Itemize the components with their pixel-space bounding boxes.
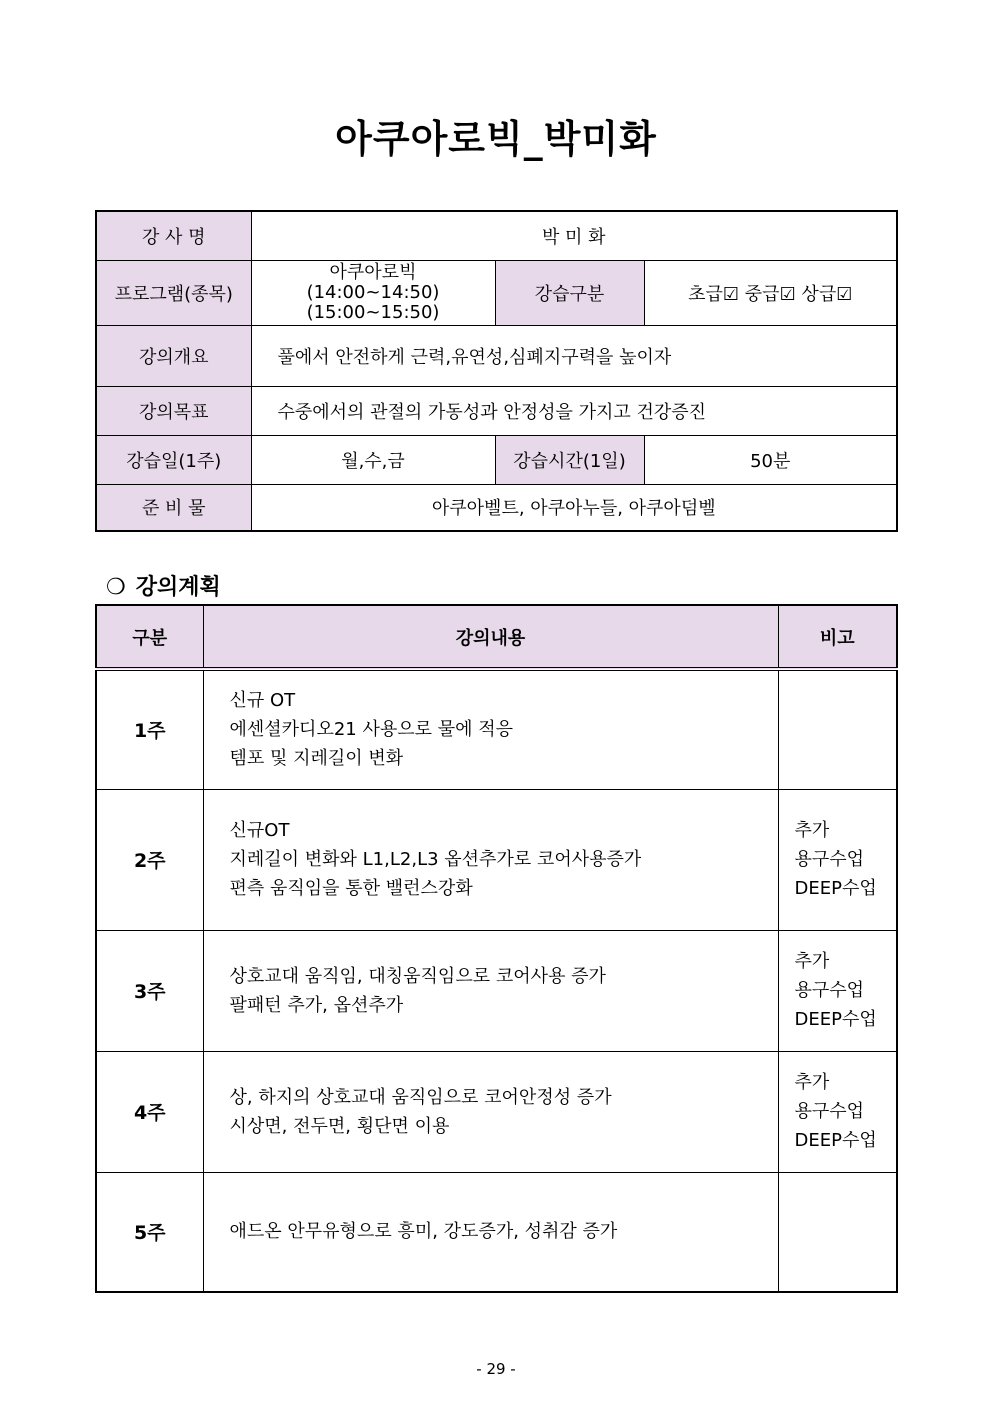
header-week: 구분: [96, 605, 203, 669]
week-note: [778, 930, 897, 1051]
header-content: 강의내용: [203, 605, 778, 669]
week-content: [203, 1051, 778, 1172]
week-content: [203, 669, 778, 789]
note-line: 용구수업: [794, 980, 865, 1001]
note-line: 추가: [794, 1072, 830, 1093]
content-line: 상, 하지의 상호교대 움직임으로 코어안정성 증가: [229, 1086, 612, 1108]
page-number: - 29 -: [476, 1360, 516, 1378]
content-line: 시상면, 전두면, 횡단면 이용: [229, 1115, 450, 1137]
content-line: 팔패턴 추가, 옵션추가: [229, 994, 404, 1016]
week-content: [203, 1172, 778, 1292]
week-label: 1주: [96, 669, 203, 789]
note-line: 추가: [794, 951, 830, 972]
content-line: 애드온 안무유형으로 흥미, 강도증가, 성취감 증가: [229, 1221, 618, 1243]
lecture-plan-table: [95, 604, 898, 1293]
note-line: DEEP수업: [794, 1009, 877, 1030]
note-line: 용구수업: [794, 849, 865, 870]
level-value: 초급☑ 중급☑ 상급☑: [644, 260, 897, 325]
content-line: 신규OT: [229, 820, 290, 841]
instructor-value: 박 미 화: [251, 211, 897, 260]
duration-label: 강습시간(1일): [495, 435, 644, 484]
table-row: [96, 930, 897, 1051]
goal-value: 수중에서의 관절의 가동성과 안정성을 가지고 건강증진: [251, 386, 897, 435]
program-time-1: (14:00~14:50): [306, 281, 440, 303]
table-row: [96, 789, 897, 930]
week-note: [778, 1051, 897, 1172]
level-label: 강습구분: [495, 260, 644, 325]
note-line: DEEP수업: [794, 878, 877, 899]
content-line: 신규 OT: [229, 690, 296, 712]
program-time-2: (15:00~15:50): [306, 301, 440, 323]
week-note: [778, 789, 897, 930]
program-label: 프로그램(종목): [96, 260, 251, 325]
overview-label: 강의개요: [96, 325, 251, 386]
week-note: [778, 669, 897, 789]
materials-label: 준 비 물: [96, 484, 251, 531]
content-line: 상호교대 움직임, 대칭움직임으로 코어사용 증가: [229, 965, 606, 987]
week-content: [203, 789, 778, 930]
content-line: 템포 및 지레길이 변화: [229, 748, 404, 770]
program-name: 아쿠아로빅: [329, 261, 417, 283]
week-label: 2주: [96, 789, 203, 930]
table-row: [96, 669, 897, 789]
program-value: [251, 260, 495, 325]
overview-value: 풀에서 안전하게 근력,유연성,심폐지구력을 높이자: [251, 325, 897, 386]
header-note: 비고: [778, 605, 897, 669]
days-value: 월,수,금: [251, 435, 495, 484]
content-line: 지레길이 변화와 L1,L2,L3 옵션추가로 코어사용증가: [229, 849, 642, 870]
week-label: 3주: [96, 930, 203, 1051]
week-content: [203, 930, 778, 1051]
note-line: 용구수업: [794, 1101, 865, 1122]
table-row: [96, 1051, 897, 1172]
duration-value: 50분: [644, 435, 897, 484]
note-line: 추가: [794, 820, 830, 841]
page-title: 아쿠아로빅_박미화: [335, 117, 657, 161]
content-line: 편측 움직임을 통한 밸런스강화: [229, 878, 473, 899]
note-line: DEEP수업: [794, 1130, 877, 1151]
course-info-table: [95, 210, 898, 532]
week-label: 4주: [96, 1051, 203, 1172]
content-line: 에센셜카디오21 사용으로 물에 적응: [229, 719, 513, 741]
week-note: [778, 1172, 897, 1292]
materials-value: 아쿠아벨트, 아쿠아누들, 아쿠아덤벨: [251, 484, 897, 531]
instructor-label: 강 사 명: [96, 211, 251, 260]
table-row: [96, 1172, 897, 1292]
days-label: 강습일(1주): [96, 435, 251, 484]
week-label: 5주: [96, 1172, 203, 1292]
section-title: 강의계획: [135, 575, 221, 600]
goal-label: 강의목표: [96, 386, 251, 435]
section-heading: [106, 570, 221, 601]
circle-bullet-icon: ❍: [106, 575, 126, 600]
